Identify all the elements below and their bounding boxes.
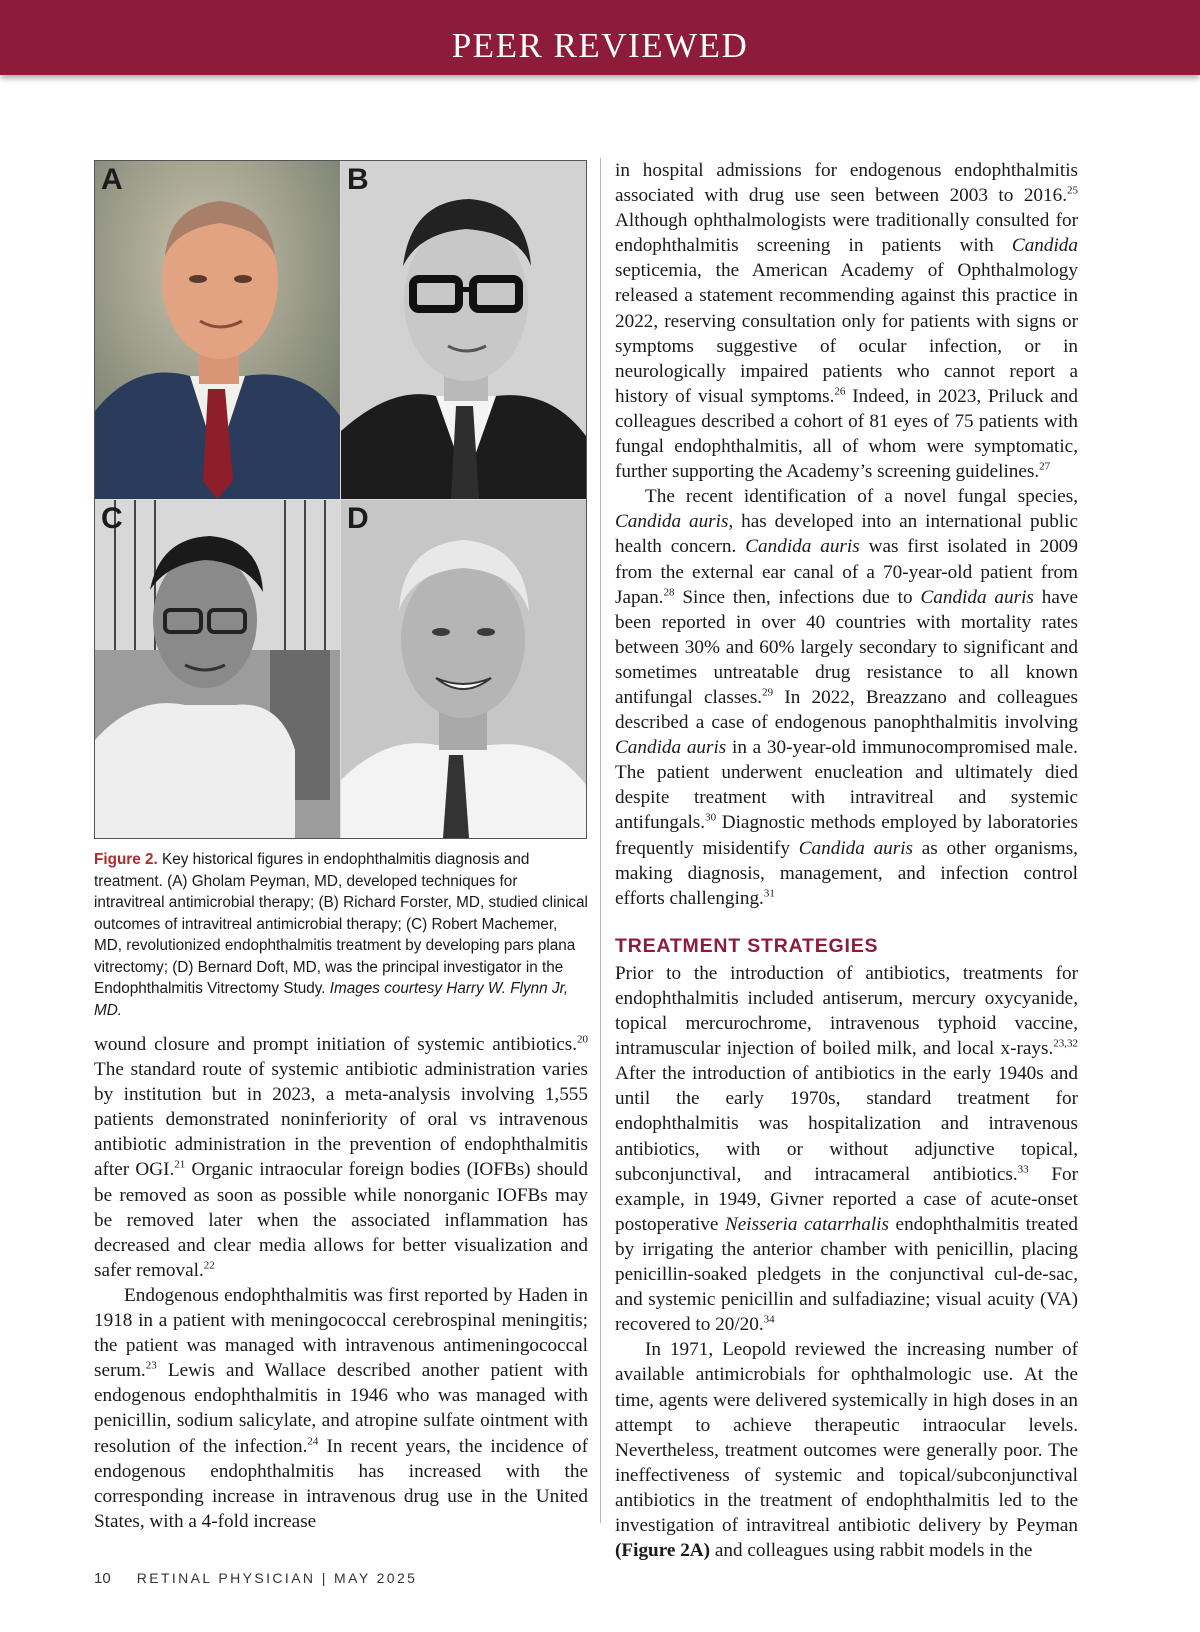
text-run: Endogenous endophthalmitis was first reported by Haden in 1918 in a patient with meningococcal cerebrospinal meningitis; the patient was managed with intravenous antimeningococcal serum. <box>94 1284 588 1382</box>
text-run: For example, in 1949, Givner reported a case of acute-onset postoperative <box>615 1163 1078 1235</box>
citation-ref: 27 <box>1039 460 1051 473</box>
figure-reference: (Figure 2A) <box>615 1540 711 1562</box>
figure-caption-text: Key historical figures in endophthalmitis diagnosis and treatment. (A) Gholam Peyman, MD, developed techniques for intravitreal antimicrobial therapy; (B) Richard Forster, MD, studied clinical outcomes of intravitreal antimicrobial therapy; (C) Robert Machemer, MD, revolutionized endophthalmitis treatment by developing pars plana vitrectomy; (D) Bernard Doft, MD, was the principal investigator in the Endophthalmitis Vitrectomy Study. <box>94 851 588 997</box>
text-run: wound closure and prompt initiation of systemic antibiotics. <box>94 1034 577 1055</box>
italic-term: Candida auris <box>920 586 1034 608</box>
panel-letter-a: A <box>101 163 123 196</box>
citation-ref: 24 <box>307 1435 319 1448</box>
panel-letter-b: B <box>347 163 369 196</box>
citation-ref: 33 <box>1017 1163 1029 1176</box>
page-number: 10 <box>94 1570 111 1587</box>
right-column <box>615 158 1078 1563</box>
text-run: was first isolated in 2009 from the external ear canal of a 70-year-old patient from Japan. <box>615 536 1078 608</box>
text-run: Although ophthalmologists were traditionally consulted for endophthalmitis screening in patients with <box>615 210 1078 257</box>
section-heading: TREATMENT STRATEGIES <box>615 934 879 957</box>
text-run: Lewis and Wallace described another patient with endogenous endophthalmitis in 1946 who was managed with penicillin, sodium salicylate, and atropine sulfate ointment with resolution of the infection. <box>94 1360 588 1457</box>
text-run: In recent years, the incidence of endogenous endophthalmitis has increased with the corresponding increase in intravenous drug use in the United States, with a 4-fold increase <box>94 1435 588 1532</box>
text-run: Since then, infections due to <box>674 586 921 608</box>
citation-ref: 34 <box>763 1313 775 1326</box>
text-run: The recent identification of a novel fungal species, <box>645 486 1078 508</box>
citation-ref: 29 <box>762 686 774 699</box>
figure-caption <box>94 849 588 1021</box>
figure-panel-a <box>95 161 340 499</box>
citation-ref: 21 <box>174 1159 186 1172</box>
text-run: In 1971, Leopold reviewed the increasing number of available antimicrobials for ophthalmologic use. At the time, agents were delivered systemically in high doses in an attempt to achieve therapeutic intraocular levels. Nevertheless, treatment outcomes were generally poor. The ineffectiveness of systemic and topical/subconjunctival antibiotics in the treatment of endophthalmitis led to the investigation of intravitreal antibiotic delivery by Peyman <box>615 1339 1078 1536</box>
figure-caption-credit: Images courtesy Harry W. Flynn Jr, MD. <box>94 980 569 1019</box>
figure-2 <box>94 160 587 839</box>
publication-line: RETINAL PHYSICIAN | MAY 2025 <box>136 1570 418 1586</box>
italic-term: Candida auris <box>615 737 727 759</box>
banner-title: PEER REVIEWED <box>451 26 749 65</box>
citation-ref: 22 <box>203 1259 215 1272</box>
portrait-photo-icon <box>95 500 340 838</box>
figure-panel-c <box>95 500 340 838</box>
text-run: Prior to the introduction of antibiotics, treatments for endophthalmitis included antiserum, mercury oxycyanide, topical mercurochrome, intravenous typhoid vaccine, intramuscular injection of boiled milk, and local x-rays. <box>615 962 1078 1060</box>
body-paragraph <box>94 1283 588 1534</box>
citation-ref: 28 <box>663 586 675 599</box>
left-column <box>94 1032 588 1534</box>
text-run: The standard route of systemic antibiotic administration varies by institution but in 2023, a meta-analysis involving 1,555 patients demonstrated noninferiority of oral vs intravenous antibiotic administration in the prevention of endophthalmitis after OGI. <box>94 1059 588 1181</box>
citation-ref: 30 <box>705 812 717 825</box>
body-paragraph <box>94 1032 588 1283</box>
portrait-photo-icon <box>95 161 340 499</box>
text-run: endophthalmitis treated by irrigating the anterior chamber with penicillin, placing penicillin-soaked pledgets in the conjunctival cul-de-sac, and systemic penicillin and sulfadiazine; visual acuity (VA) recovered to 20/20. <box>615 1213 1078 1336</box>
text-run: in a 30-year-old immunocompromised male. The patient underwent enucleation and ultimately died despite treatment with intravitreal and systemic antifungals. <box>615 737 1078 834</box>
column-divider <box>600 158 601 1523</box>
panel-letter-d: D <box>347 502 369 535</box>
text-run: In 2022, Breazzano and colleagues described a case of endogenous panophthalmitis involving <box>615 686 1078 734</box>
text-run: , has developed into an international public health concern. <box>615 511 1078 558</box>
text-run: After the introduction of antibiotics in the early 1940s and until the early 1970s, standard treatment for endophthalmitis was hospitalization and intravenous antibiotics, with or without adjunctive topical, subconjunctival, and intracameral antibiotics. <box>615 1063 1078 1185</box>
portrait-photo-icon <box>341 161 586 499</box>
body-paragraph <box>615 158 1078 484</box>
italic-term: Candida auris <box>745 536 860 558</box>
portrait-photo-icon <box>341 500 586 838</box>
body-paragraph <box>615 961 1078 1337</box>
citation-ref: 23 <box>145 1359 157 1372</box>
figure-panel-d <box>341 500 586 838</box>
body-paragraph <box>615 1337 1078 1563</box>
figure-panel-b <box>341 161 586 499</box>
citation-ref: 23,32 <box>1053 1037 1078 1050</box>
italic-term: Candida auris <box>615 511 729 533</box>
text-run: as other organisms, making diagnosis, management, and infection control efforts challenging. <box>615 837 1078 909</box>
text-run: Organic intraocular foreign bodies (IOFBs) should be removed as soon as possible while nonorganic IOFBs may be removed later when the associated inflammation has decreased and clear media allows for better visualization and safer removal. <box>94 1159 588 1281</box>
peer-reviewed-banner <box>0 0 1200 75</box>
text-run: septicemia, the American Academy of Ophthalmology released a statement recommending against this practice in 2022, reserving consultation only for patients with signs or symptoms suggestive of ocular infection, or in neurologically impaired patients who cannot report a history of visual symptoms. <box>615 260 1078 407</box>
body-paragraph <box>615 484 1078 911</box>
citation-ref: 31 <box>763 887 775 900</box>
text-run: Indeed, in 2023, Priluck and colleagues described a cohort of 81 eyes of 75 patients with fungal endophthalmitis, all of whom were symptomatic, further supporting the Academy’s screening guidelines. <box>615 385 1078 483</box>
citation-ref: 20 <box>577 1033 588 1046</box>
italic-term: Neisseria catarrhalis <box>724 1213 889 1235</box>
text-run: have been reported in over 40 countries with mortality rates between 30% and 60% largely secondary to significant and sometimes untreatable drug resistance to all known antifungal classes. <box>615 586 1078 708</box>
figure-caption-label: Figure 2. <box>94 851 158 868</box>
text-run: and colleagues using rabbit models in the <box>710 1540 1033 1562</box>
italic-term: Candida <box>1011 235 1078 257</box>
italic-term: Candida auris <box>798 837 914 859</box>
text-run: Diagnostic methods employed by laboratories frequently misidentify <box>615 812 1078 859</box>
citation-ref: 25 <box>1067 184 1078 197</box>
citation-ref: 26 <box>834 385 846 398</box>
page-footer <box>94 1570 417 1587</box>
text-run: in hospital admissions for endogenous endophthalmitis associated with drug use seen between 2003 to 2016. <box>615 160 1078 207</box>
panel-letter-c: C <box>101 502 123 535</box>
